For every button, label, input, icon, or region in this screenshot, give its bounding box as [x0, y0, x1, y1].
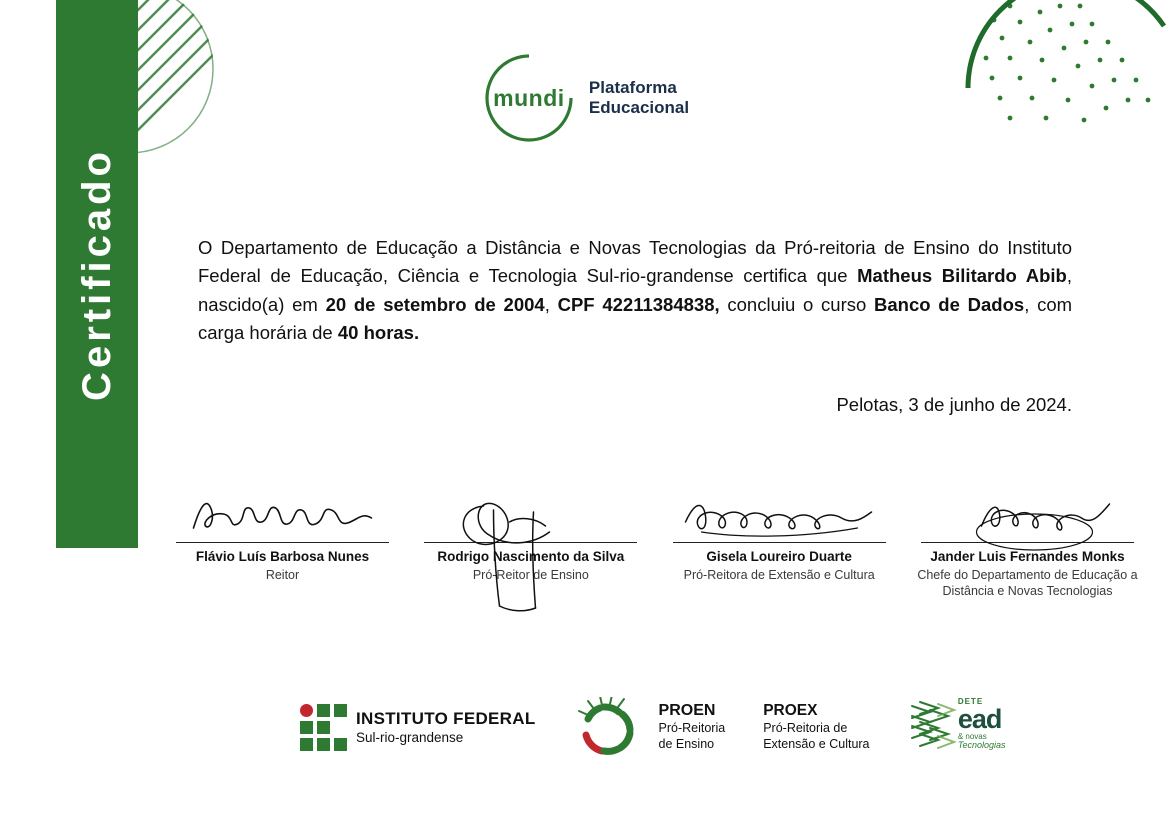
- decorative-arc-bottom-left: [0, 668, 160, 818]
- footer-logo-row: [300, 692, 1020, 762]
- instituto-federal-title: INSTITUTO FEDERAL: [356, 709, 536, 728]
- signature-name-4: Jander Luis Fernandes Monks: [930, 549, 1125, 564]
- body-segment-5: , com carga horária de: [198, 293, 1073, 343]
- body-segment-4: concluiu o curso: [719, 293, 875, 315]
- certificate-body-text: [198, 234, 1072, 347]
- signature-block-4: [915, 480, 1140, 600]
- signature-name-2: Rodrigo Nascimento da Silva: [437, 549, 625, 564]
- brand-tagline-line1: Plataforma: [588, 78, 677, 98]
- signature-scribble-4: [915, 480, 1140, 542]
- ead-main-label: ead: [957, 704, 1002, 734]
- signature-block-3: [667, 480, 892, 583]
- body-segment-2: , nascido(a) em: [198, 265, 1073, 315]
- proen-title: PROEN: [658, 701, 716, 719]
- proex-title: PROEX: [763, 701, 818, 719]
- signature-scribble-2: [418, 480, 643, 542]
- body-segment-3: ,: [544, 293, 558, 315]
- ead-top-label: DETE: [957, 697, 984, 706]
- birth-date: 20 de setembro de 2004: [325, 293, 545, 315]
- proex-subtitle-line1: Pró-Reitoria de: [763, 720, 848, 735]
- mundi-wordmark: mundi: [493, 84, 565, 111]
- proex-subtitle-line2: Extensão e Cultura: [763, 736, 870, 751]
- place-and-date: Pelotas, 3 de junho de 2024.: [836, 394, 1072, 415]
- student-name: Matheus Bilitardo Abib: [857, 265, 1067, 287]
- body-segment-1: O Departamento de Educação a Distância e Novas Tecnologias da Pró-reitoria de Ensino do Instituto Federal de Educação, Ciência e Tecnologia Sul-rio-grandense certifica que: [198, 237, 1072, 287]
- signature-role-4: Chefe do Departamento de Educação a Distância e Novas Tecnologias: [917, 568, 1138, 599]
- proen-logo: [574, 697, 726, 757]
- brand-tagline-line2: Educacional: [588, 98, 690, 117]
- signature-role-1: Reitor: [265, 568, 300, 582]
- proex-logo: [763, 702, 869, 752]
- signature-name-3: Gisela Loureiro Duarte: [706, 549, 852, 564]
- signature-role-2: Pró-Reitor de Ensino: [472, 568, 589, 582]
- instituto-federal-subtitle: Sul-rio-grandense: [356, 730, 464, 745]
- cpf-value: CPF 42211384838,: [557, 293, 720, 315]
- signature-name-1: Flávio Luís Barbosa Nunes: [195, 549, 370, 564]
- instituto-federal-mark-icon: [300, 704, 347, 751]
- mundi-logo-icon: [481, 50, 577, 146]
- brand-tagline: [589, 78, 689, 117]
- ead-sub-label-2: Tecnologias: [957, 740, 1006, 750]
- instituto-federal-logo: [300, 704, 536, 751]
- signature-block-2: [418, 480, 643, 583]
- signature-role-3: Pró-Reitora de Extensão e Cultura: [683, 568, 875, 582]
- ead-sub-label-1: & novas: [957, 732, 987, 741]
- signature-block-1: [170, 480, 395, 583]
- proen-subtitle-line1: Pró-Reitoria: [658, 720, 726, 735]
- proen-mark-icon: [574, 697, 650, 757]
- workload-value: 40 horas.: [337, 321, 420, 343]
- signature-row: [170, 480, 1140, 600]
- signature-scribble-1: [170, 480, 395, 542]
- side-title-text: Certificado: [75, 147, 119, 401]
- course-name: Banco de Dados: [874, 293, 1025, 315]
- ead-logo: [908, 692, 1008, 762]
- brand-header: [0, 50, 1170, 146]
- proen-subtitle-line2: de Ensino: [658, 736, 715, 751]
- signature-scribble-3: [667, 480, 892, 542]
